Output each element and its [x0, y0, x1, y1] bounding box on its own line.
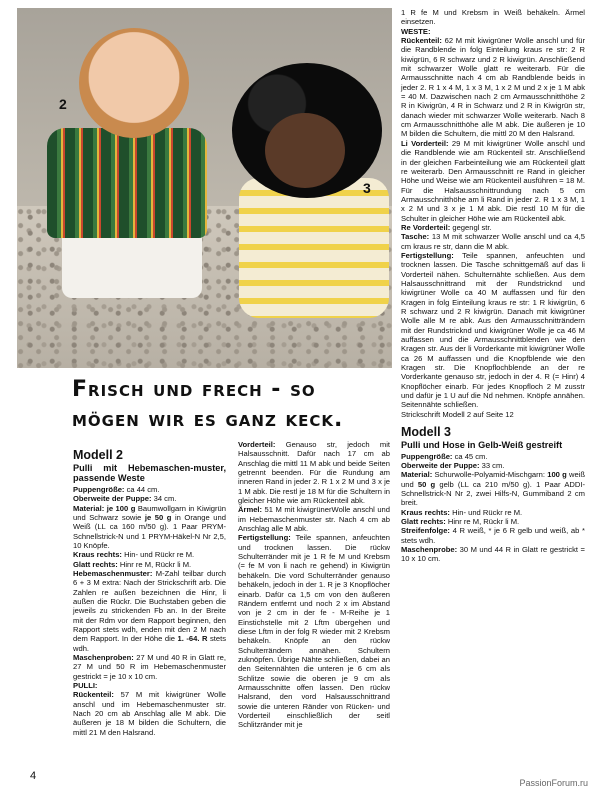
model-2-back: Rückenteil: 57 M mit kiwigrüner Wolle anschl und im Hebemaschenmuster str. Nach 20 cm ab Anschlag alle M abk. Die äußeren je 18 M bilden die Schultern, die mittl 21 M den Halsrand.	[73, 690, 226, 737]
model-3-size: Puppengröße: ca 45 cm.	[401, 451, 488, 461]
model-2-pulli-heading: PULLI:	[73, 681, 98, 691]
model-2-title: Modell 2	[73, 448, 124, 462]
model-3-garter: Kraus rechts: Hin- und Rückr re M.	[401, 507, 523, 517]
doll-2-trousers	[62, 228, 202, 298]
page-number: 4	[30, 770, 37, 782]
model-2-stockinette: Glatt rechts: Hinr re M, Rückr li M.	[73, 559, 192, 569]
headline-line-1: Frisch und frech - so	[72, 377, 316, 402]
watermark: PassionForum.ru	[519, 778, 588, 788]
model-2-front: Vorderteil: Genauso str, jedoch mit Halsausschnitt. Dafür nach 17 cm ab Anschlag die mittl 11 M abk und beide Seiten getrennt beenden. Für die Rundung am inneren Rand in jeder 2. R 1 x 2 M und 3 x je 1 M abk. Die restl je 18 M für die Schultern in gleicher Höhe wie am Rückenteil abk.	[238, 440, 390, 506]
model-2-vest-back: Rückenteil: 62 M mit kiwigrüner Wolle anschl und für die Randblende in folg Einteilung kraus re str: 2 R kiwigrün, 6 R schwarz und 2 R kiwigrün. Anschließend mit schwarzer Wolle glatt re weiterarb. Für die Armausschnitte nach 4 cm ab Randblende beids in jeder 2. R 1 x 4 M, 1 x 3 M, 1 x 2 M und 2 x je 1 M abk = 40 M. Dazwischen nach 2 cm Armausschnitthöhe 2 R in Kiwigrün, 4 R in Schwarz und 2 R in Kiwigrün str, danach wieder mit schwarzer Wolle weiterarb. Nach 8 cm Armausschnitthöhe alle M abk. Die äußeren je 10 M bilden die Schultern, die mittl 20 M den Halsrand.	[401, 36, 585, 139]
model-3-gauge: Maschenprobe: 30 M und 44 R in Glatt re gestrickt = 10 x 10 cm.	[401, 544, 585, 564]
column-3	[401, 8, 585, 564]
model-2-finishing: Fertigstellung: Teile spannen, anfeuchten und trocknen lassen. Die rückw Schulterränder mit je 1 R fe M und Krebsm (= fe M von li nach re gehend) in Kiwigrün behäkeln. Die vord Schulterränder genauso behäkeln, jedoch in der 1. R je 3 Knopflöcher einarb. Dafür ca 1,5 cm von den äußeren Rändern entfernt und noch 2 x im Abstand von je 2 cm in der fe - M-Reihe je 1 Einstichstelle mit 2 Lftm übergehen und diese Lftm in der folg R wieder mit 2 Krebsm behäkeln. Knöpfe an den rückw Schulterrändern annähen. Schultern zuknöpfen. Übrige Nähte schließen, dabei an den Seitennähten die unteren je 6 cm als Schlitze sowie die oberen je 9 cm als Armausschnitte offen lassen. Den rückw Halsrand, den vord Halsausschnittrand sowie die unteren Ränder von Rücken- und Vorderteil einschließlich der seitl Schlitzränder mit je	[238, 533, 390, 730]
model-3-title: Modell 3	[401, 425, 452, 440]
model-2-vest-right-front: Re Vorderteil: gegengl str.	[401, 222, 492, 232]
model-3-material: Material: Schurwolle-Polyamid-Mischgarn: 100 g weiß und 50 g gelb (LL ca 210 m/50 g). 1 Paar ADDI-Schnellstrick-N Nr 2, zwei Hilfs-N, Gummiband 2 cm breit.	[401, 470, 585, 508]
model-2-vest-heading: WESTE:	[401, 26, 431, 36]
model-2-garter: Kraus rechts: Hin- und Rückr re M.	[73, 550, 195, 560]
headline	[72, 375, 392, 435]
model-2-slip-pattern: Hebemaschenmuster: M-Zahl teilbar durch 6 + 3 M extra: Nach der Strickschrift arb. Die Zahlen re außen bezeichnen die Hinr, li außen die Rückr. Die Buchstaben geben die jeweils zu strickenden Fb an. In der Breite mit der Rdm vor dem Rapport beginnen, den Rapport stets wdh, enden mit den 2 M nach dem Rapport. In der Höhe die 1. -64. R stets wdh.	[73, 568, 226, 653]
column-1	[73, 446, 226, 737]
doll-2-vest	[47, 128, 207, 238]
photo-label-model-2: 2	[59, 96, 67, 112]
model-2-gauge: Maschenproben: 27 M und 40 R in Glatt re, 27 M und 50 R im Hebemaschenmuster gestrickt = je 10 x 10 cm.	[73, 653, 226, 681]
model-2-vest-finishing: Fertigstellung: Teile spannen, anfeuchten und trocknen lassen. Die Tasche schnittgemäß auf das li Vorderteil nähen. Schulternähte schließen. Aus dem Halsausschnittrand mit der Rundstricknd und kiwigrüner Wolle ca 40 M auffassen und für den Kragen in folg Einteilung kraus re str: 1 R kiwigrün, 6 R schwarz und 2 R kiwigrün. Danach mit kiwigrüner Wolle alle M re abk. Aus den Armausschnitträndern mit der Rundstricknd und kiwigrüner Wolle je ca 46 M auffassen und die Armausschnittblenden wie den Kragen str. Aus der li Vorderkante mit kiwigrüner Wolle ca 26 M auffassen und die Knopfblende wie den Kragen str. Die Knopflochblende an der re Vorderkante genauso str, jedoch in der 4. R (= Hinr) 4 Knopflöcher einarb. Für jedes Knopfloch 2 M zusstr und dafür je 1 U auf die Nd nehmen. Knöpfe annähen. Seitennähte schließen.	[401, 250, 585, 410]
model-3-stripes: Streifenfolge: 4 R weiß, * je 6 R gelb und weiß, ab * stets wdh.	[401, 526, 585, 545]
photo-label-model-3: 3	[363, 180, 371, 196]
model-3-stockinette: Glatt rechts: Hinr re M, Rückr li M.	[401, 516, 520, 526]
doll-3-striped-outfit	[239, 178, 389, 318]
model-2-size: Puppengröße: ca 44 cm.	[73, 484, 160, 494]
model-2-subtitle: Pulli mit Hebemaschen-muster, passende Weste	[73, 463, 226, 484]
doll-3-face	[265, 113, 345, 188]
doll-2-head	[79, 28, 189, 138]
column-2	[238, 440, 390, 730]
model-2-sleeve: Ärmel: 51 M mit kiwigrünerWolle anschl und im Hebemaschenmuster str. Nach 4 cm ab Anschlag alle M abk.	[238, 505, 390, 534]
model-2-vest-left-front: Li Vorderteil: 29 M mit kiwigrüner Wolle anschl und die Randblende wie am Rückenteil str. Anschließend in der gleichen Farbeinteilung wie am Rückenteil glatt re weiterarb. Den Armausschnitt re Rand in gleicher Höhe und Weise wie am Rückenteil ausführen = 18 M. Für die Halsausschnittrundung nach 5 cm Armausschnitthöhe am li Rand in jeder 2. R 1 x 3 M, 1 x 2 M und 3 x je 1 M abk. Die restl 10 M für die Schulter in gleicher Höhe wie am Rückenteil abk.	[401, 138, 585, 223]
model-3-subtitle: Pulli und Hose in Gelb-Weiß gestreift	[401, 440, 563, 451]
headline-line-2: mögen wir es ganz keck.	[72, 407, 344, 432]
model-2-finishing-cont: 1 R fe M und Krebsm in Weiß behäkeln. Ärmel einsetzen.	[401, 8, 585, 27]
model-3-bust: Oberweite der Puppe: 33 cm.	[401, 460, 505, 470]
model-2-bust: Oberweite der Puppe: 34 cm.	[73, 494, 177, 504]
model-2-vest-pocket: Tasche: 13 M mit schwarzer Wolle anschl und ca 4,5 cm kraus re str, dann die M abk.	[401, 232, 585, 251]
model-2-material: Material: je 100 g Baumwollgarn in Kiwigrün und Schwarz sowie je 50 g in Orange und Weiß (LL ca 160 m/50 g). 1 Paar PRYM-Schnellstrick-N und 1 PRYM-Häkel-N Nr 2,5, 10 Knöpfe.	[73, 503, 226, 550]
model-2-chart-reference: Strickschrift Modell 2 auf Seite 12	[401, 409, 514, 419]
doll-photo	[17, 8, 392, 368]
